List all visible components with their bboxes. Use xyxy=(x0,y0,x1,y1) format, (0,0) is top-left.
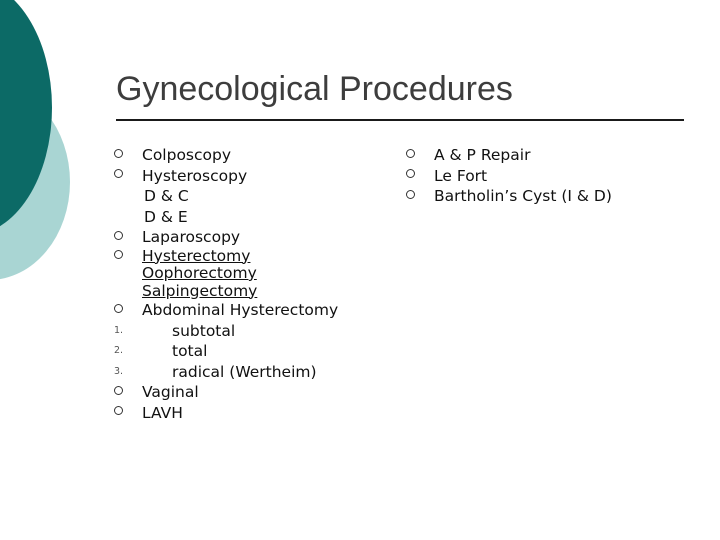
bullet-icon xyxy=(406,166,428,187)
list-item-text: Oophorectomy xyxy=(142,264,257,282)
bullet-icon xyxy=(406,145,428,166)
list-item-text: Hysterectomy xyxy=(142,246,251,265)
bullet-icon xyxy=(114,145,136,166)
bullet-icon xyxy=(114,166,136,187)
list-item-text: D & E xyxy=(144,207,188,226)
list-item-text: Laparoscopy xyxy=(142,228,241,246)
title-underline-rule xyxy=(116,119,684,121)
bullet-icon xyxy=(406,186,428,207)
list-number: 1. xyxy=(114,324,124,336)
list-item-text: subtotal xyxy=(172,321,236,340)
slide-title: Gynecological Procedures xyxy=(116,70,513,108)
list-item-text: A & P Repair xyxy=(434,146,531,164)
list-item-text: D & C xyxy=(144,187,189,205)
list-item-text: Colposcopy xyxy=(142,146,232,164)
list-item-text: Hysteroscopy xyxy=(142,166,248,185)
bullet-icon xyxy=(114,403,136,424)
list-item-text: total xyxy=(172,342,208,360)
bullet-icon xyxy=(114,248,136,266)
list-number: 2. xyxy=(114,345,124,356)
list-item-text: Abdominal Hysterectomy xyxy=(142,301,339,319)
list-item-text: Vaginal xyxy=(142,383,199,401)
list-item-text: LAVH xyxy=(142,403,183,422)
list-item-text: radical (Wertheim) xyxy=(172,362,317,381)
bullet-icon xyxy=(114,382,136,403)
list-item-text: Bartholin’s Cyst (I & D) xyxy=(434,187,612,205)
list-number: 3. xyxy=(114,365,124,377)
list-item-text: Le Fort xyxy=(434,166,488,185)
bullet-icon xyxy=(114,300,136,321)
bullet-icon xyxy=(114,227,136,248)
list-item-text: Salpingectomy xyxy=(142,281,258,300)
